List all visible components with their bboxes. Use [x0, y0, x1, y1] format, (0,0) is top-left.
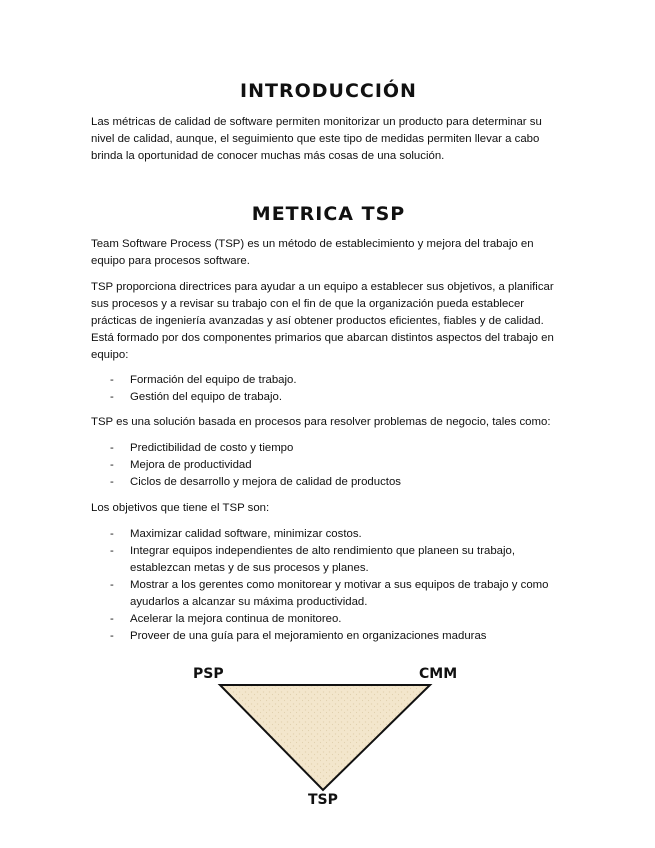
triangle-shape	[220, 685, 430, 790]
list-item: - Integrar equipos independientes de alto rendimiento que planeen su trabajo, establezcan metas y de sus procesos y planes.	[110, 545, 516, 574]
bullet-dash: -	[110, 613, 114, 625]
list-item: - Predictibilidad de costo y tiempo	[91, 440, 566, 457]
bullet-dash: -	[110, 442, 114, 454]
bullet-dash: -	[110, 374, 114, 386]
list-item: - Mostrar a los gerentes como monitorear y motivar a sus equipos de trabajo y como ayudarlos a alcanzar su máxima productividad.	[110, 579, 549, 608]
cmm-label: CMM	[419, 666, 458, 682]
bullet-dash: -	[110, 476, 114, 488]
list-item: - Ciclos de desarrollo y mejora de calidad de productos	[91, 474, 566, 491]
bullet-dash: -	[110, 391, 114, 403]
bullet-dash: -	[110, 545, 114, 557]
tsp-paragraph-4: Los objetivos que tiene el TSP son:	[91, 502, 270, 514]
tsp-title: METRICA TSP	[251, 203, 406, 225]
intro-title: INTRODUCCIÓN	[240, 80, 417, 102]
list-item: - Gestión del equipo de trabajo.	[91, 389, 566, 406]
bullet-dash: -	[110, 459, 114, 471]
list-item: - Proveer de una guía para el mejoramiento en organizaciones maduras	[91, 628, 566, 645]
components-list	[91, 372, 566, 406]
list-item: - Mejora de productividad	[91, 457, 566, 474]
list-item: - Formación del equipo de trabajo.	[91, 372, 566, 389]
bullet-dash: -	[110, 528, 114, 540]
tsp-label: TSP	[308, 792, 338, 808]
tsp-paragraph-1: Team Software Process (TSP) es un método de establecimiento y mejora del trabajo en equipo para procesos software.	[91, 238, 534, 267]
bullet-dash: -	[110, 630, 114, 642]
list-item: - Acelerar la mejora continua de monitoreo.	[91, 611, 566, 628]
psp-label: PSP	[193, 666, 224, 682]
objectives-list	[91, 526, 566, 645]
tsp-triangle-diagram	[190, 660, 465, 820]
intro-paragraph: Las métricas de calidad de software permiten monitorizar un producto para determinar su nivel de calidad, aunque, el seguimiento que este tipo de medidas permiten llevar a cabo brinda la oportunidad de conocer muchas más cosas de una solución.	[91, 116, 542, 162]
tsp-paragraph-2: TSP proporciona directrices para ayudar a un equipo a establecer sus objetivos, a planificar sus procesos y a revisar su trabajo con el fin de que la organización pueda establecer prácticas de ingeniería avanzadas y así obtener productos eficientes, fiables y de calidad. Está formado por dos componentes primarios que abarcan distintos aspectos del trabajo en equipo:	[91, 281, 554, 361]
problems-list	[91, 440, 566, 491]
tsp-paragraph-3: TSP es una solución basada en procesos para resolver problemas de negocio, tales como:	[91, 416, 551, 428]
bullet-dash: -	[110, 579, 114, 591]
list-item: - Maximizar calidad software, minimizar costos.	[91, 526, 566, 543]
